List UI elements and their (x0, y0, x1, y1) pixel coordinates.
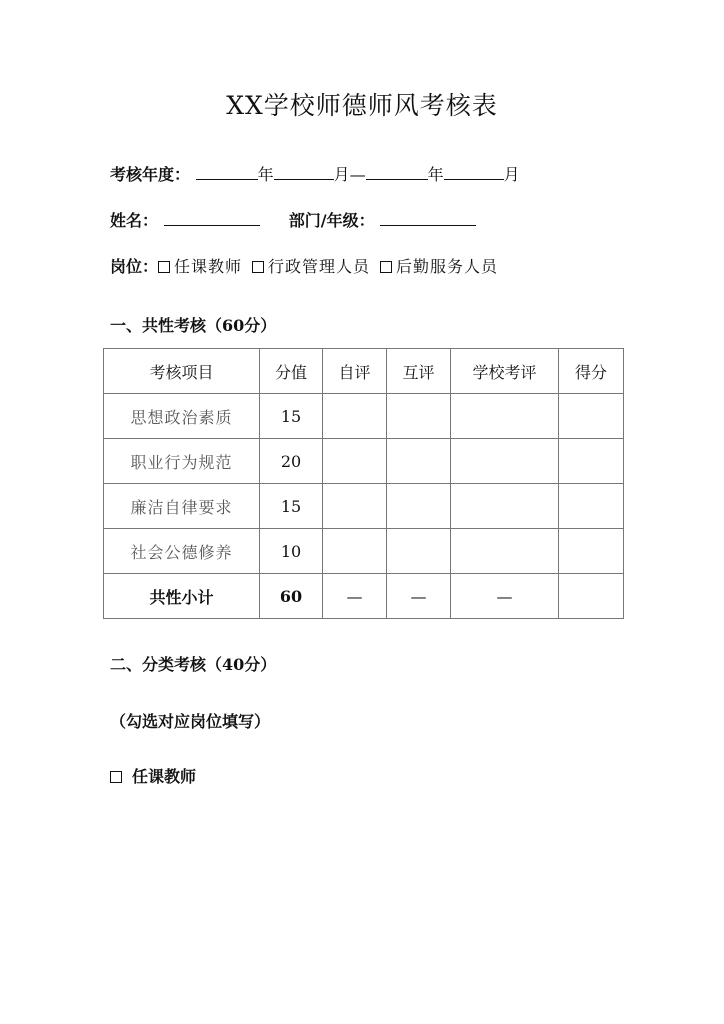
school-eval-cell[interactable] (451, 439, 559, 484)
final-score-cell[interactable] (559, 439, 624, 484)
assessment-year-line (110, 162, 520, 185)
document-title: XX学校师德师风考核表 (226, 91, 498, 120)
subtotal-final-cell[interactable] (559, 574, 624, 619)
self-eval-cell[interactable] (323, 484, 387, 529)
section2-teacher-line (110, 764, 196, 787)
start-year-unit: 年 (257, 165, 274, 184)
post-label: 岗位： (110, 257, 159, 276)
row-score: 15 (260, 394, 323, 439)
peer-eval-cell[interactable] (387, 484, 451, 529)
header-final-score: 得分 (559, 349, 624, 394)
final-score-cell[interactable] (559, 484, 624, 529)
self-eval-cell[interactable] (323, 439, 387, 484)
table-row (104, 529, 624, 574)
post-teacher-option: 任课教师 (174, 257, 243, 276)
row-item-label: 社会公德修养 (104, 529, 260, 574)
table-row (104, 484, 624, 529)
header-self-eval: 自评 (323, 349, 387, 394)
school-eval-cell[interactable] (451, 484, 559, 529)
name-label: 姓名： (110, 211, 159, 230)
self-eval-cell[interactable] (323, 529, 387, 574)
row-item-label: 廉洁自律要求 (104, 484, 260, 529)
department-grade-blank[interactable] (380, 211, 476, 226)
final-score-cell[interactable] (559, 529, 624, 574)
table-row (104, 439, 624, 484)
section2-note: （勾选对应岗位填写） (110, 712, 271, 731)
subtotal-school-dash: — (451, 574, 559, 619)
row-score: 15 (260, 484, 323, 529)
header-school-eval: 学校考评 (451, 349, 559, 394)
name-blank[interactable] (164, 211, 260, 226)
header-peer-eval: 互评 (387, 349, 451, 394)
post-line (110, 254, 508, 277)
end-month-blank[interactable] (444, 165, 504, 180)
section2-teacher-checkbox[interactable] (110, 771, 122, 783)
post-logistics-option: 后勤服务人员 (396, 257, 499, 276)
post-admin-option: 行政管理人员 (268, 257, 371, 276)
start-month-unit: 月— (333, 165, 366, 184)
subtotal-score: 60 (260, 574, 323, 619)
self-eval-cell[interactable] (323, 394, 387, 439)
department-grade-label: 部门/年级： (288, 211, 375, 230)
common-assessment-table (103, 348, 624, 619)
school-eval-cell[interactable] (451, 394, 559, 439)
peer-eval-cell[interactable] (387, 439, 451, 484)
section2-teacher-label: 任课教师 (132, 767, 197, 786)
name-dept-line (110, 208, 476, 231)
final-score-cell[interactable] (559, 394, 624, 439)
section2-heading: 二、分类考核（40分） (110, 655, 277, 674)
subtotal-row (104, 574, 624, 619)
assessment-year-label: 考核年度： (110, 165, 191, 184)
school-eval-cell[interactable] (451, 529, 559, 574)
end-year-unit: 年 (427, 165, 444, 184)
subtotal-self-dash: — (323, 574, 387, 619)
post-logistics-checkbox[interactable] (380, 261, 392, 273)
start-month-blank[interactable] (274, 165, 334, 180)
peer-eval-cell[interactable] (387, 394, 451, 439)
post-teacher-checkbox[interactable] (158, 261, 170, 273)
subtotal-label: 共性小计 (104, 574, 260, 619)
table-row (104, 394, 624, 439)
end-year-blank[interactable] (366, 165, 428, 180)
row-item-label: 职业行为规范 (104, 439, 260, 484)
start-year-blank[interactable] (196, 165, 258, 180)
row-item-label: 思想政治素质 (104, 394, 260, 439)
subtotal-peer-dash: — (387, 574, 451, 619)
peer-eval-cell[interactable] (387, 529, 451, 574)
post-admin-checkbox[interactable] (252, 261, 264, 273)
section1-heading: 一、共性考核（60分） (110, 316, 277, 335)
table-header-row (104, 349, 624, 394)
row-score: 10 (260, 529, 323, 574)
end-month-unit: 月 (503, 165, 520, 184)
header-item: 考核项目 (104, 349, 260, 394)
header-score: 分值 (260, 349, 323, 394)
row-score: 20 (260, 439, 323, 484)
